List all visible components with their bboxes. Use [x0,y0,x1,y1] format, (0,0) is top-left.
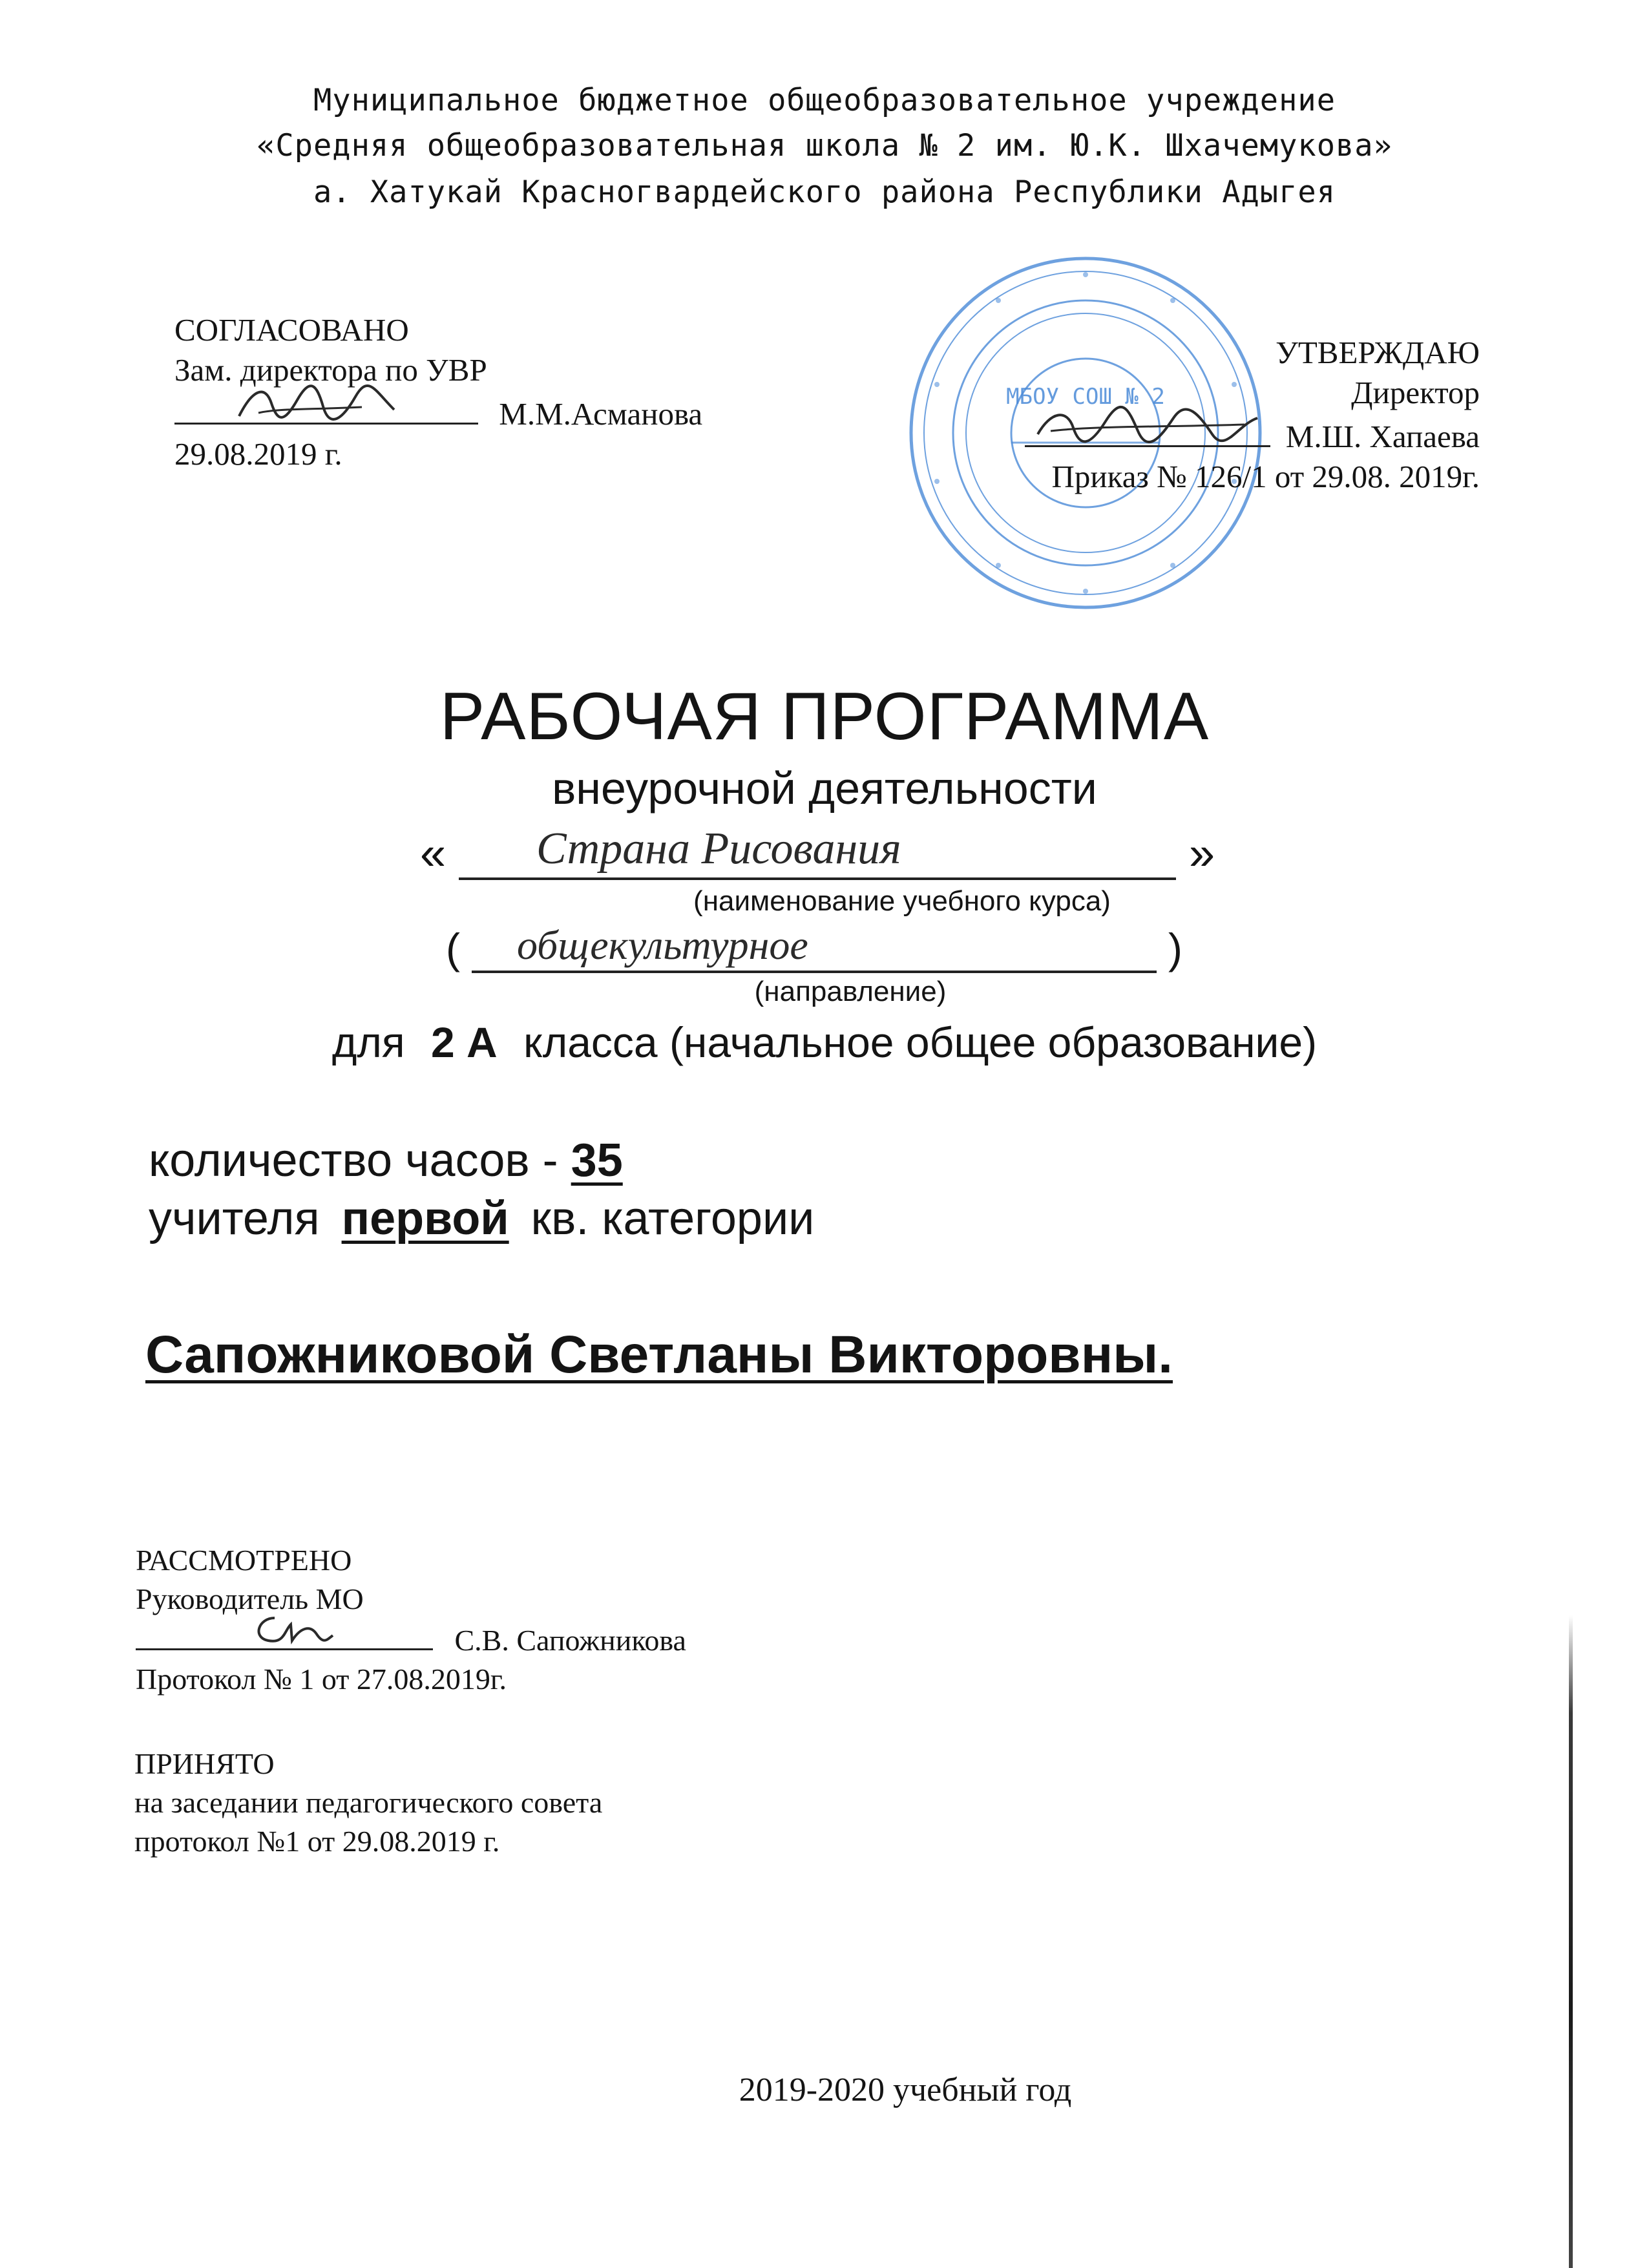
grade-value: 2 А [431,1018,498,1066]
category-suffix: кв. категории [530,1193,815,1244]
approved-order: Приказ № 126/1 от 29.08. 2019г. [1051,459,1480,494]
direction-line [472,971,1157,973]
accepted-line-2: протокол №1 от 29.08.2019 г. [134,1825,500,1858]
approved-signature-row [924,413,1480,457]
category-value: первой [341,1193,509,1244]
approved-title: УТВЕРЖДАЮ [1276,335,1480,370]
signature-khapaeva [1031,399,1264,457]
direction-row [446,924,1182,973]
teacher-name: Сапожниковой Светланы Викторовны. [145,1325,1173,1384]
reviewed-title: РАССМОТРЕНО [136,1544,352,1577]
hours-label: количество часов - [149,1135,558,1186]
school-name-line-1: Муниципальное бюджетное общеобразовательное учреждение [313,83,1336,118]
direction-caption: (направление) [754,976,947,1007]
direction: общекультурное [517,922,808,968]
signature-line [1025,413,1270,447]
reviewed-protocol: Протокол № 1 от 27.08.2019г. [136,1663,507,1696]
course-caption: (наименование учебного курса) [693,885,1111,917]
school-name-line-3: а. Хатукай Красногвардейского района Республики Адыгея [313,174,1336,210]
approved-name: М.Ш. Хапаева [1285,419,1480,454]
hours-value: 35 [571,1135,623,1186]
agreed-date: 29.08.2019 г. [174,436,342,472]
accepted-line-1: на заседании педагогического совета [134,1786,603,1819]
reviewed-name: С.В. Сапожникова [454,1624,686,1657]
course-name: Страна Рисования [536,824,901,874]
direction-open-paren: ( [446,925,460,972]
program-subtitle: внеурочной деятельности [552,763,1097,814]
scan-edge-shadow [1569,1615,1573,2268]
accepted-block [134,1745,602,1861]
program-title: РАБОЧАЯ ПРОГРАММА [439,679,1210,754]
approved-block [924,333,1480,497]
signature-sapozhnikova [246,1608,336,1654]
category-line [149,1192,814,1245]
agreed-position: Зам. директора по УВР [174,352,487,388]
course-name-line [459,877,1176,880]
grade-line [0,1018,1649,1067]
seal-center-text: МБОУ СОШ № 2 [1006,384,1165,410]
signature-asmanova [233,377,401,436]
direction-close-paren: ) [1168,925,1182,972]
course-open-quote: « [420,828,446,879]
reviewed-position: Руководитель МО [136,1582,364,1615]
accepted-title: ПРИНЯТО [134,1747,275,1780]
agreed-title: СОГЛАСОВАНО [174,312,409,348]
reviewed-signature-row [136,1619,686,1660]
school-name-line-2: «Средняя общеобразовательная школа № 2 им. Ю.К. Шхачемукова» [257,128,1392,163]
course-name-row [420,824,1215,880]
agreed-name: М.М.Асманова [499,396,703,432]
agreed-block [174,310,702,474]
approved-position: Директор [1351,375,1480,410]
hours-line [149,1134,623,1187]
signature-line [136,1619,433,1650]
signature-line [174,390,478,425]
teacher-label: учителя [149,1193,320,1244]
grade-prefix: для [331,1018,405,1066]
course-close-quote: » [1188,828,1215,879]
agreed-signature-row [174,390,702,434]
reviewed-block [136,1541,686,1699]
academic-year: 2019-2020 учебный год [739,2072,1072,2108]
grade-suffix: класса (начальное общее образование) [523,1018,1318,1066]
